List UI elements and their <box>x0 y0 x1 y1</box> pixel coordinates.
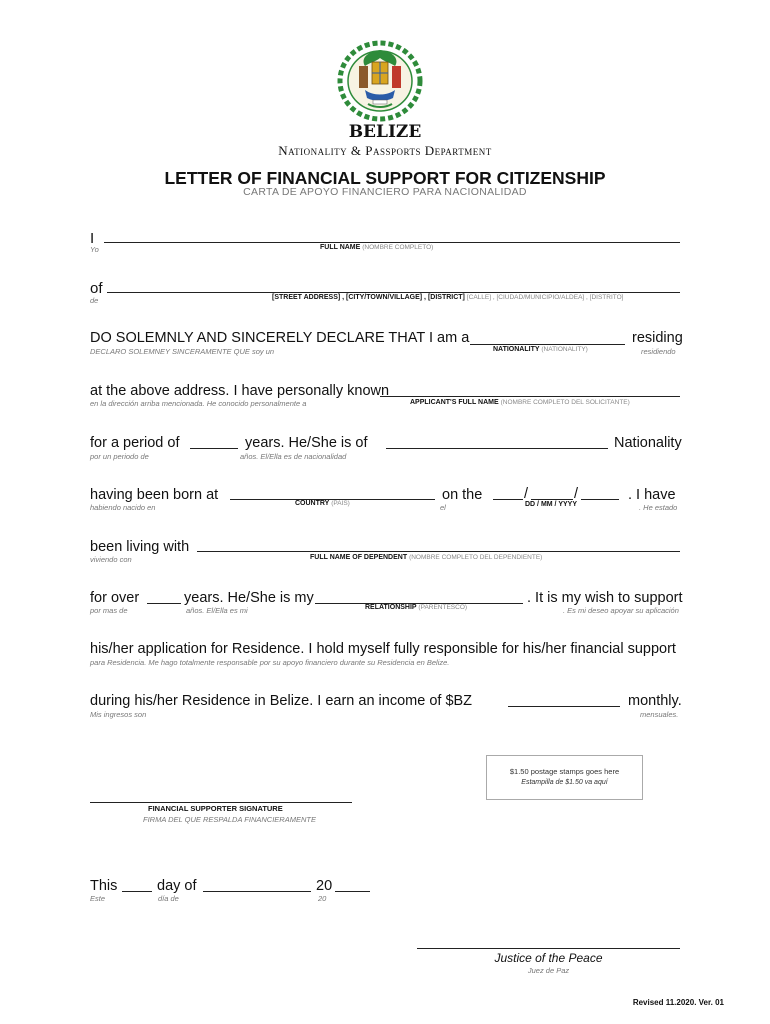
nationality-underline <box>470 344 625 345</box>
nationality-word: Nationality <box>614 435 682 451</box>
line9-hint: para Residencia. Me hago totalmente responsable por su apoyo financiero durante su Residencia en Belize. <box>90 658 450 667</box>
day-of-text: day of <box>157 878 197 894</box>
signature-label: FINANCIAL SUPPORTER SIGNATURE <box>148 804 283 813</box>
relationship-label: RELATIONSHIP (PARENTESCO) <box>365 604 468 611</box>
line6-hint-mid: el <box>440 503 446 512</box>
line6-hint-right: . He estado <box>639 503 678 512</box>
application-text: his/her application for Residence. I hold myself fully responsible for his/her financial support <box>90 641 676 657</box>
department-name: Nationality & Passports Department <box>278 143 492 158</box>
address-underline <box>107 292 680 293</box>
monthly-text: monthly. <box>628 693 682 709</box>
line8-hint-right: . Es mi deseo apoyar su aplicación <box>563 606 679 615</box>
line2-hint: de <box>90 296 99 305</box>
line8-hint-mid: años. El/Ella es mi <box>186 606 248 615</box>
declare-text: DO SOLEMNLY AND SINCERELY DECLARE THAT I am a <box>90 330 470 346</box>
applicant-nationality-field[interactable] <box>390 434 605 448</box>
line2-prefix: of <box>90 280 103 297</box>
month-field[interactable] <box>206 877 308 891</box>
date-format-label: DD / MM / YYYY <box>525 501 577 508</box>
i-have-text: . I have <box>628 487 676 503</box>
stamp-text: $1.50 postage stamps goes here <box>509 767 620 776</box>
justice-label-es: Juez de Paz <box>527 966 570 975</box>
full-name-field[interactable] <box>108 228 678 242</box>
line10-hint-right: mensuales. <box>640 710 679 719</box>
line8-hint: por mas de <box>90 606 128 615</box>
month-underline <box>203 891 311 892</box>
signature-line <box>90 802 352 803</box>
country-name: BELIZE <box>348 122 422 142</box>
belize-coat-of-arms <box>335 38 425 124</box>
year-underline <box>335 891 370 892</box>
year-hint: 20 <box>318 894 327 903</box>
address-label: [STREET ADDRESS] , [CITY/TOWN/VILLAGE] , [DISTRICT] [CALLE] , [CIUDAD/MUNICIPIO/ALDEA] , [DISTRITO] <box>272 294 624 301</box>
line4-hint: en la dirección arriba mencionada. He conocido personalmente a <box>90 399 307 408</box>
for-over-text: for over <box>90 590 140 606</box>
born-text: having been born at <box>90 487 219 503</box>
applicant-name-field[interactable] <box>384 382 678 396</box>
date-slash-2: / <box>574 486 579 502</box>
income-field[interactable] <box>511 692 617 706</box>
dependent-label: FULL NAME OF DEPENDENT (NOMBRE COMPLETO DEL DEPENDIENTE) <box>310 554 543 561</box>
period-years-underline <box>190 448 238 449</box>
form-subtitle: CARTA DE APOYO FINANCIERO PARA NACIONALIDAD <box>243 186 527 198</box>
line3-hint: DECLARO SOLEMNEY SINCERAMENTE QUE soy un <box>90 347 275 356</box>
signature-label-es: FIRMA DEL QUE RESPALDA FINANCIERAMENTE <box>143 815 316 824</box>
birth-day-field[interactable] <box>495 485 522 499</box>
line5-hint-mid: años. El/Ella es de nacionalidad <box>240 452 347 461</box>
this-hint: Este <box>90 894 106 903</box>
line6-hint: habiendo nacido en <box>90 503 156 512</box>
income-text: during his/her Residence in Belize. I earn an income of $BZ <box>90 693 473 709</box>
on-the-text: on the <box>442 487 483 503</box>
residing-text: residing <box>632 330 683 346</box>
applicant-label: APPLICANT'S FULL NAME (NOMBRE COMPLETO DEL SOLICITANTE) <box>410 399 630 406</box>
line3-hint-right: residiendo <box>641 347 676 356</box>
dependent-name-field[interactable] <box>200 537 677 551</box>
stamp-text-es: Estampilla de $1.50 va aquí <box>521 779 608 786</box>
line10-hint: Mis ingresos son <box>90 710 147 719</box>
over-years-field[interactable] <box>149 589 179 603</box>
wish-to-support-text: . It is my wish to support <box>527 590 683 606</box>
justice-signature-line <box>417 948 680 949</box>
relationship-field[interactable] <box>318 589 520 603</box>
line5-hint: por un periodo de <box>90 452 149 461</box>
full-name-label: FULL NAME (NOMBRE COMPLETO) <box>320 244 434 251</box>
nationality-label: NATIONALITY (NATIONALITY) <box>493 346 588 353</box>
line7-hint: viviendo con <box>90 555 132 564</box>
line1-hint: Yo <box>90 245 99 254</box>
dd-underline <box>493 499 523 500</box>
known-text: at the above address. I have personally known <box>90 383 390 399</box>
day-hint: día de <box>158 894 179 903</box>
mm-underline <box>531 499 573 500</box>
full-name-underline <box>104 242 680 243</box>
living-with-text: been living with <box>90 539 190 555</box>
income-underline <box>508 706 620 707</box>
over-years-underline <box>147 603 181 604</box>
years-nationality-text: years. He/She is of <box>245 435 368 451</box>
applicant-underline <box>380 396 680 397</box>
this-text: This <box>90 878 118 894</box>
revision-note: Revised 11.2020. Ver. 01 <box>632 998 724 1007</box>
justice-label: Justice of the Peace <box>494 951 603 965</box>
declarant-nationality-field[interactable] <box>472 330 622 344</box>
period-years-field[interactable] <box>192 434 236 448</box>
day-field[interactable] <box>124 877 150 891</box>
year-field[interactable] <box>337 877 368 891</box>
country-label: COUNTRY (PAIS) <box>295 500 350 507</box>
address-field[interactable] <box>112 278 677 292</box>
year-prefix-text: 20 <box>316 878 333 894</box>
line1-prefix: I <box>90 230 95 247</box>
he-she-is-my-text: years. He/She is my <box>184 590 314 606</box>
dependent-underline <box>197 551 680 552</box>
form-title: LETTER OF FINANCIAL SUPPORT FOR CITIZENSHIP <box>164 168 606 188</box>
birth-year-field[interactable] <box>583 485 617 499</box>
yyyy-underline <box>581 499 619 500</box>
birth-month-field[interactable] <box>533 485 571 499</box>
date-slash-1: / <box>524 486 529 502</box>
period-text: for a period of <box>90 435 180 451</box>
applicant-nationality-underline <box>386 448 608 449</box>
birth-country-field[interactable] <box>234 485 432 499</box>
day-underline <box>122 891 152 892</box>
postage-stamp-box <box>486 755 643 800</box>
